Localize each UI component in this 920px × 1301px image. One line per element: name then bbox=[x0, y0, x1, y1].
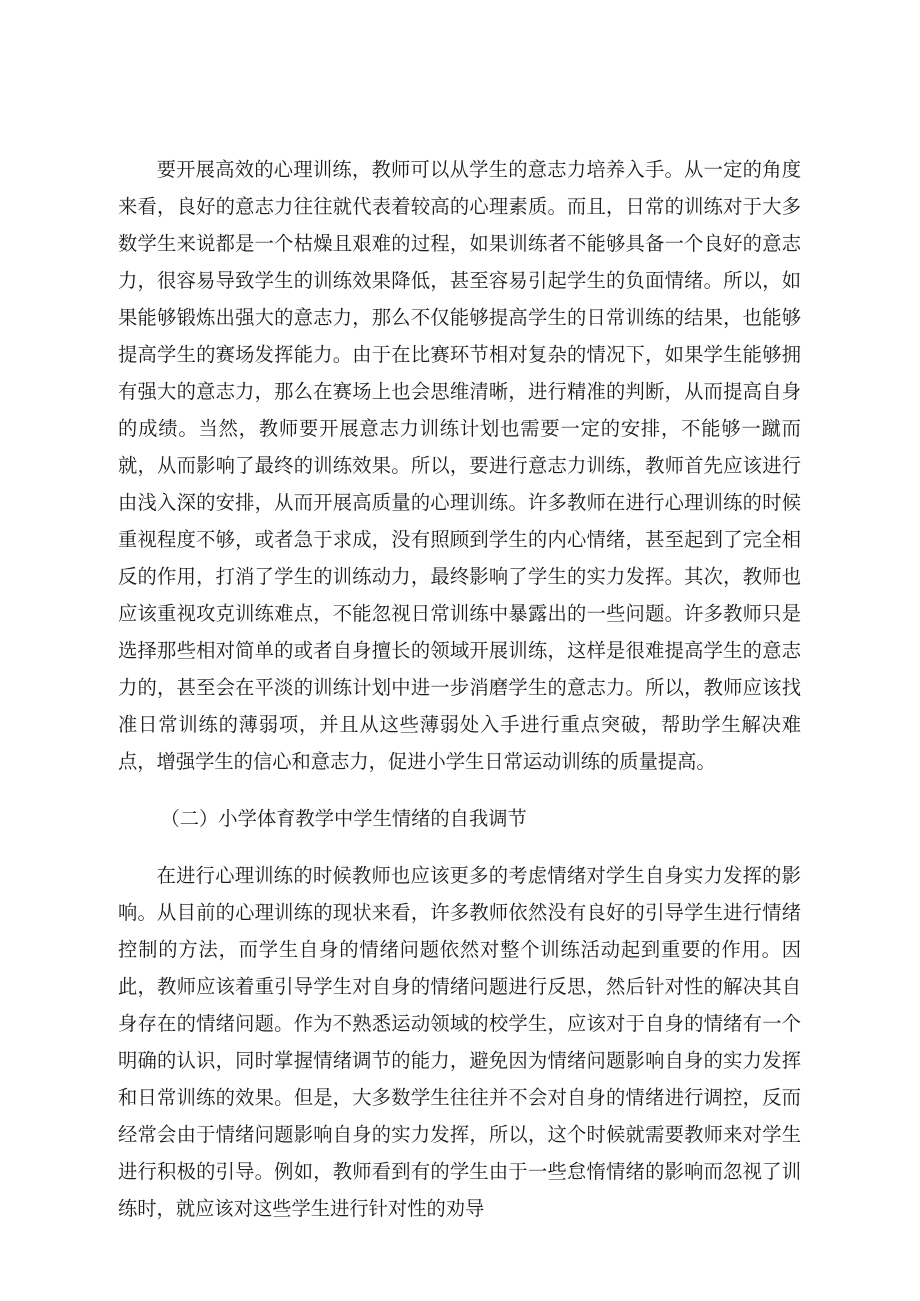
document-body bbox=[118, 151, 801, 1227]
paragraph-emotion-regulation: 在进行心理训练的时候教师也应该更多的考虑情绪对学生自身实力发挥的影响。从目前的心理训练的现状来看，许多教师依然没有良好的引导学生进行情绪控制的方法，而学生自身的情绪问题依然对整个训练活动起到重要的作用。因此，教师应该着重引导学生对自身的情绪问题进行反思，然后针对性的解决其自身存在的情绪问题。作为不熟悉运动领域的校学生，应该对于自身的情绪有一个明确的认识，同时掌握情绪调节的能力，避免因为情绪问题影响自身的实力发挥和日常训练的效果。但是，大多数学生往往并不会对自身的情绪进行调控，反而经常会由于情绪问题影响自身的实力发挥，所以，这个时候就需要教师来对学生进行积极的引导。例如，教师看到有的学生由于一些怠惰情绪的影响而忽视了训练时，就应该对这些学生进行针对性的劝导 bbox=[118, 864, 801, 1220]
section-heading: （二）小学体育教学中学生情绪的自我调节 bbox=[160, 807, 527, 830]
paragraph-willpower-training: 要开展高效的心理训练，教师可以从学生的意志力培养入手。从一定的角度来看，良好的意志力往往就代表着较高的心理素质。而且，日常的训练对于大多数学生来说都是一个枯燥且艰难的过程，如果训练者不能够具备一个良好的意志力，很容易导致学生的训练效果降低，甚至容易引起学生的负面情绪。所以，如果能够锻炼出强大的意志力，那么不仅能够提高学生的日常训练的结果，也能够提高学生的赛场发挥能力。由于在比赛环节相对复杂的情况下，如果学生能够拥有强大的意志力，那么在赛场上也会思维清晰，进行精准的判断，从而提高自身的成绩。当然，教师要开展意志力训练计划也需要一定的安排，不能够一蹴而就，从而影响了最终的训练效果。所以，要进行意志力训练，教师首先应该进行由浅入深的安排，从而开展高质量的心理训练。许多教师在进行心理训练的时候重视程度不够，或者急于求成，没有照顾到学生的内心情绪，甚至起到了完全相反的作用，打消了学生的训练动力，最终影响了学生的实力发挥。其次，教师也应该重视攻克训练难点，不能忽视日常训练中暴露出的一些问题。许多教师只是选择那些相对简单的或者自身擅长的领域开展训练，这样是很难提高学生的意志力的，甚至会在平淡的训练计划中进一步消磨学生的意志力。所以，教师应该找准日常训练的薄弱项，并且从这些薄弱处入手进行重点突破，帮助学生解决难点，增强学生的信心和意志力，促进小学生日常运动训练的质量提高。 bbox=[118, 158, 801, 773]
